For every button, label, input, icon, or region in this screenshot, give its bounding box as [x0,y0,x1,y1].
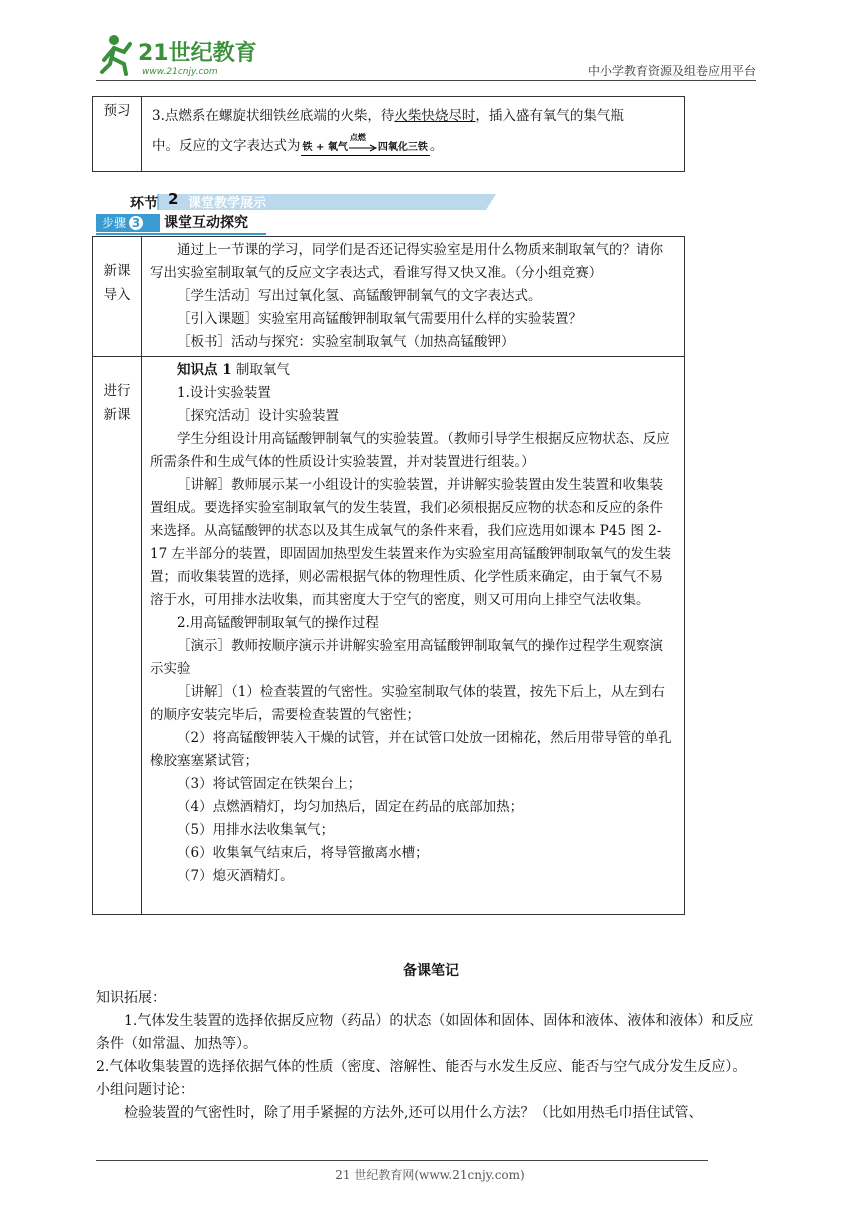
arrow-icon: 点燃 [348,141,378,153]
preview-content [142,97,685,172]
lesson-paragraph: （6）收集氧气结束后，将导管撤离水槽； [177,845,429,861]
step-underline [96,233,266,235]
section-banner [96,190,496,212]
lesson-paragraph: ［演示］教师按顺序演示并讲解实验室用高锰酸钾制取氧气的操作过程学生观察演示实验 [150,638,663,677]
header-divider [96,80,756,81]
site-logo [96,30,266,80]
header-platform-text: 中小学教育资源及组卷应用平台 [587,64,756,78]
intro-content [142,237,685,357]
preview-underlined: 火柴快烧尽时 [394,108,476,124]
preview-text-4: 。 [429,138,444,154]
svg-text:环节: 环节 [130,196,158,212]
knowledge-point-number: 知识点 1 [177,362,232,378]
svg-text:课堂教学展示: 课堂教学展示 [188,196,267,211]
lesson-paragraph: （5）用排水法收集氧气； [177,822,335,838]
notes-line: 知识拓展： [96,990,166,1006]
lesson-paragraph: ［探究活动］设计实验装置 [177,408,339,424]
lesson-paragraph: 2.用高锰酸钾制取氧气的操作过程 [177,615,379,631]
intro-paragraph: 通过上一节课的学习，同学们是否还记得实验室是用什么物质来制取氧气的？请你写出实验室制取氧气的反应文字表达式，看谁写得又快又准。（分小组竞赛） [150,242,663,281]
intro-paragraph: ［板书］活动与探究：实验室制取氧气（加热高锰酸钾） [177,334,515,350]
knowledge-point-title: 制取氧气 [231,362,290,378]
step-badge: 步骤 3 [96,214,160,232]
preview-text-3: 中。反应的文字表达式为 [152,138,301,154]
lesson-notes [96,960,766,1125]
lesson-paragraph: 1.设计实验装置 [177,385,271,401]
preview-table [92,96,685,172]
notes-line: 1.气体发生装置的选择依据反应物（药品）的状态（如固体和固体、固体和液体、液体和液体）和反应条件（如常温、加热等）。 [96,1013,754,1052]
intro-label: 新课导入 [93,237,142,357]
step-title: 课堂互动探究 [164,215,248,231]
preview-text-1: 3.点燃系在螺旋状细铁丝底端的火柴，待 [152,108,395,124]
lesson-paragraph: （2）将高锰酸钾装入干燥的试管，并在试管口处放一团棉花，然后用带导管的单孔橡胶塞塞紧试管； [150,730,672,769]
notes-line: 小组问题讨论： [96,1082,194,1098]
preview-text-2: ，插入盛有氧气的集气瓶 [475,108,624,124]
notes-line: 检验装置的气密性时，除了用手紧握的方法外,还可以用什么方法？（比如用热毛巾捂住试管、 [124,1105,703,1121]
notes-title: 备课笔记 [403,963,459,979]
logo-url: www.21cnjy.com [142,67,218,77]
notes-line: 2.气体收集装置的选择依据气体的性质（密度、溶解性、能否与水发生反应、能否与空气成分发生反应）。 [96,1059,747,1075]
lesson-paragraph: （4）点燃酒精灯，均匀加热后，固定在药品的底部加热； [177,799,524,815]
footer-divider [96,1160,708,1161]
step-heading [96,214,266,234]
intro-paragraph: ［学生活动］写出过氧化氢、高锰酸钾制氧气的文字表达式。 [177,288,542,304]
lesson-table [92,236,685,915]
lesson-paragraph: （3）将试管固定在铁架台上； [177,776,362,792]
lesson-content [142,357,685,915]
logo-text: 21世纪教育 [138,41,257,66]
lesson-paragraph: 学生分组设计用高锰酸钾制氧气的实验装置。（教师引导学生根据反应物状态、反应所需条件和生成气体的性质设计实验装置，并对装置进行组装。） [150,431,670,470]
footer-text: 21 世纪教育网(www.21cnjy.com) [335,1168,525,1182]
runner-icon [102,35,130,74]
lesson-paragraph: （7）熄灭酒精灯。 [177,868,294,884]
lesson-paragraph: ［讲解］（1）检查装置的气密性。实验室制取气体的装置，按先下后上，从左到右的顺序安装完毕后，需要检查装置的气密性； [150,684,665,723]
preview-label: 预习 [93,97,142,172]
lesson-label: 进行新课 [93,357,142,915]
reaction-equation: 铁 + 氧气 点燃 四氧化三铁 [301,141,430,156]
intro-paragraph: ［引入课题］实验室用高锰酸钾制取氧气需要用什么样的实验装置？ [177,311,582,327]
lesson-paragraph: ［讲解］教师展示某一小组设计的实验装置，并讲解实验装置由发生装置和收集装置组成。要选择实验室制取氧气的发生装置，我们必须根据反应物的状态和反应的条件来选择。从高锰酸钾的状态以及其生成氧气的条件来看，我们应选用如课本 P45 图 2-17 左半部分的装置，即固固加热型发生装置来作为实验室用高锰酸钾制取氧气的发生装置；而收集装置的选择，则必需根据气体的物理性质、化学性质来确定，由于氧气不易溶于水，可用排水法收集，而其密度大于空气的密度，则又可用向上排空气法收集。 [150,477,671,608]
svg-text:2: 2 [168,190,179,208]
